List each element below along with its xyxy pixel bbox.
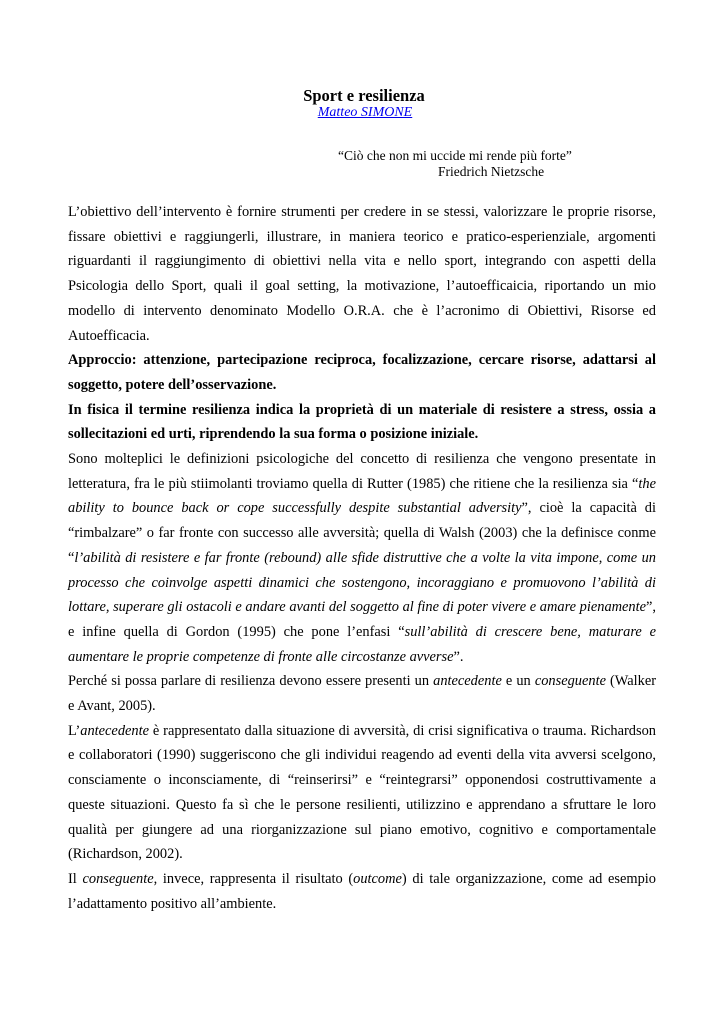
author-line [68, 105, 656, 121]
paragraph-antecedent-consequent [68, 669, 656, 718]
paragraph-consequent [68, 867, 656, 916]
term-conseguente: conseguente [534, 673, 606, 690]
paragraph-approach: Approccio: attenzione, partecipazione reciproca, focalizzazione, cercare risorse, adattarsi al soggetto, potere dell’osservazione. [68, 352, 656, 393]
paragraph-definitions [68, 447, 656, 669]
document-body [68, 200, 656, 916]
epigraph-author: Friedrich Nietzsche [438, 164, 545, 179]
text-span: , invece, rappresenta il risultato ( [153, 870, 354, 887]
walsh-quote: l’abilità di resistere e far fronte (rebound) alle sfide distruttive che a volte la vita impone, come un processo che coinvolge aspetti dinamici che sostengono, incoraggiano e promuovono l’abilità di lottare, superare gli ostacoli e andare avanti del soggetto al fine di poter vivere e amare pienamente [68, 549, 656, 616]
text-span: L’ [68, 722, 81, 739]
gordon-quote: sull’abilità di crescere bene, maturare e aumentare le proprie competenze di fronte alle circostanze avverse [68, 623, 656, 665]
text-span: (Walker e Avant, 2005). [68, 673, 657, 715]
rutter-quote: the ability to bounce back or cope successfully despite substantial adversity [68, 475, 656, 517]
paragraph-physics-definition: In fisica il termine resilienza indica la proprietà di un materiale di resistere a stress, ossia a sollecitazioni ed urti, riprendendo la sua forma o posizione iniziale. [68, 401, 656, 443]
paragraph-antecedent [68, 719, 656, 867]
text-span: ”, e infine quella di Gordon (1995) che pone l’enfasi “ [68, 599, 656, 640]
text-span: Il [68, 870, 83, 887]
term-antecedente: antecedente [80, 722, 149, 739]
text-span: e un [501, 673, 535, 690]
text-span: ”, cioè la capacità di “rimbalzare” o far fronte con successo alle avversità; quella di Walsh (2003) che la definisce conme “ [68, 500, 656, 566]
term-outcome: outcome [353, 870, 402, 887]
text-span: è rappresentato dalla situazione di avversità, di crisi significativa o trauma. Richardson e collaboratori (1990) suggeriscono che gli individui reagendo ad eventi della vita avversi scelgono, consciamente o inconsciamente, di “reinserirsi” e “reintegrarsi” opponendosi costruttivamente a queste situazioni. Questo fa sì che le persone resilienti, utilizzino e apprendano a sfruttare le loro qualità per giungere ad una riorganizzazione sul piano emotivo, cognitivo e comportamentale (Richardson, 2002). [68, 722, 656, 863]
text-span: Sono molteplici le definizioni psicologiche del concetto di resilienza che vengono presentate in letteratura, fra le più stiimolanti troviamo quella di Rutter (1985) che ritiene che la resilienza sia “ [68, 451, 656, 492]
author-link[interactable]: Matteo SIMONE [317, 105, 413, 120]
term-conseguente: conseguente [82, 870, 154, 887]
text-span: Perché si possa parlare di resilienza devono essere presenti un [68, 673, 434, 690]
epigraph [68, 148, 656, 180]
paragraph-objective: L’obiettivo dell’intervento è fornire strumenti per credere in se stessi, valorizzare le proprie risorse, fissare obiettivi e raggiungerli, illustrare, in maniera teorico e pratico-esperienziale, argomenti riguardanti il raggiungimento di obiettivi nella vita e nello sport, integrando con aspetti della Psicologia dello Sport, quali il goal setting, la motivazione, l’autoefficaicia, riportando un mio modello di intervento denominato Modello O.R.A. che è l’acronimo di Obiettivi, Risorse ed Autoefficacia. [68, 204, 656, 344]
term-antecedente: antecedente [433, 673, 502, 690]
text-span: ”. [453, 648, 464, 665]
document-title: Sport e resilienza [303, 86, 425, 105]
epigraph-quote: “Ciò che non mi uccide mi rende più forte” [338, 148, 572, 163]
text-span: ) di tale organizzazione, come ad esempio l’adattamento positivo all’ambiente. [68, 870, 656, 912]
